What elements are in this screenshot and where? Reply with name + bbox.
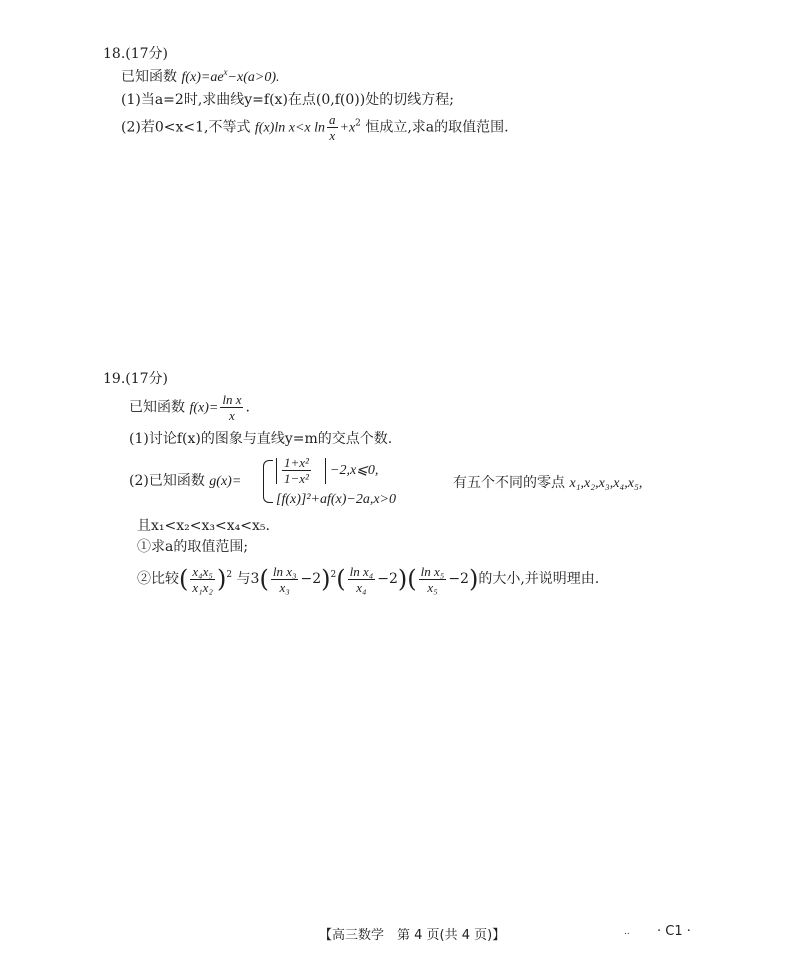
q19-sub2-minus2: −2	[377, 571, 398, 587]
abs-bar-right	[325, 458, 326, 484]
q18-part2-frac-den: x	[329, 128, 336, 143]
footer-page-info: 【高三数学 第 4 页(共 4 页)】	[319, 928, 506, 943]
q19-sub2-frac1-den: x₁x₂	[192, 579, 213, 595]
q19-part2-suffix	[453, 475, 642, 492]
q19-zeros: x₁,x₂,x₃,x₄,x₅,	[569, 476, 643, 491]
q18-header	[103, 46, 168, 62]
q19-part2-g: g(x)=	[209, 474, 242, 489]
q18-part2	[121, 112, 509, 144]
q19-sub2-suffix: 的大小,并说明理由.	[478, 571, 600, 587]
q18-part2-plus-exp: 2	[355, 118, 361, 129]
q19-sub2-prefix: ②比较	[137, 571, 179, 587]
q19-part2-prefix	[129, 473, 241, 490]
q18-part2-frac-num: a	[329, 112, 336, 127]
q19-sub2-frac2-den: x₃	[279, 579, 290, 595]
footer-code: · C1 ·	[657, 924, 691, 939]
q19-number: 19.	[103, 371, 126, 387]
q19-sub1: ①求a的取值范围;	[137, 539, 249, 555]
q18-intro-func: f(x)=ae	[181, 70, 224, 85]
q19-intro-frac-num: ln x	[222, 392, 242, 407]
q18-intro-prefix: 已知函数	[121, 69, 177, 85]
abs-bar-left	[276, 458, 277, 484]
q19-case1	[280, 455, 313, 486]
q19-sub2-frac4-den: x₅	[427, 579, 438, 595]
footer-dots: ..	[624, 927, 630, 937]
q18-part2-lhs: f(x)ln x<x ln	[254, 120, 325, 136]
q19-intro-prefix: 已知函数	[129, 399, 185, 416]
q19-sub2-frac1	[190, 564, 215, 595]
piecewise-brace-top	[263, 460, 273, 481]
piecewise-brace-bottom	[263, 480, 273, 503]
q18-part2-suffix: 恒成立,求a的取值范围.	[365, 119, 509, 136]
q19-intro-fraction	[220, 392, 243, 423]
q19-case1-num: 1+x²	[284, 455, 309, 470]
q19-intro-end: .	[245, 399, 250, 416]
q18-part2-fraction	[327, 112, 338, 143]
q19-sub2-frac3-num: ln x₄	[349, 563, 374, 579]
q19-intro	[129, 392, 250, 424]
q19-sub2-sq1: 2	[226, 570, 233, 580]
q19-sub2-frac2	[271, 564, 299, 595]
q19-sub2: ②比较( $\frac{\text{x₄x₅}}{\text{x₁x₂}}$ )$^2$ 与3( $\frac{\text{ln x₃}}{\text{x₃}}$ −2)$^2$( $\frac{\text{ln x₄}}{\text{x₄}}$ −2)( $\frac{\text{ln x₅}}{\text{x₅}}$ −2)的大小,并说明理由.	[137, 563, 600, 595]
q19-sub2-minus1: −2	[300, 571, 322, 587]
q19-sub2-minus3: −2	[448, 571, 469, 587]
q18-intro	[121, 69, 279, 86]
q19-intro-func: f(x)=	[189, 400, 219, 416]
q18-part2-prefix: (2)若0<x<1,不等式	[121, 119, 251, 136]
q19-sub2-frac4	[419, 564, 447, 595]
q19-sub2-frac2-num: ln x₃	[272, 563, 297, 579]
q18-intro-exp: x	[223, 67, 228, 77]
q18-intro-rest: −x(a>0).	[227, 70, 280, 85]
q19-part2-suffix-text: 有五个不同的零点	[453, 475, 565, 491]
q19-sub2-frac3-den: x₄	[356, 579, 367, 595]
q19-sub2-mid: 与3	[236, 571, 260, 587]
q18-part2-plus: +x	[339, 120, 356, 136]
q18-number: 18.	[103, 46, 126, 62]
q18-part1: (1)当a=2时,求曲线y=f(x)在点(0,f(0))处的切线方程;	[121, 92, 454, 108]
q19-sub2-frac3	[348, 564, 376, 595]
q19-part2-prefix-text: (2)已知函数	[129, 473, 205, 489]
q19-sub2-sq2: 2	[330, 570, 337, 580]
q19-case2: [f(x)]²+af(x)−2a,x>0	[276, 492, 397, 507]
q19-case1-fraction	[282, 455, 311, 486]
q18-score: (17分)	[125, 46, 169, 62]
q19-sub2-frac4-num: ln x₅	[420, 563, 445, 579]
q19-intro-frac-den: x	[229, 408, 235, 423]
q19-score: (17分)	[125, 371, 169, 387]
q19-case1-den: 1−x²	[284, 471, 309, 486]
q19-header	[103, 371, 168, 387]
q19-sub2-frac1-num: x₄x₅	[192, 563, 213, 579]
q19-part1: (1)讨论f(x)的图象与直线y=m的交点个数.	[129, 431, 393, 447]
q19-order: 且x₁<x₂<x₃<x₄<x₅.	[137, 518, 270, 534]
q19-case1-tail: −2,x⩽0,	[330, 463, 379, 478]
